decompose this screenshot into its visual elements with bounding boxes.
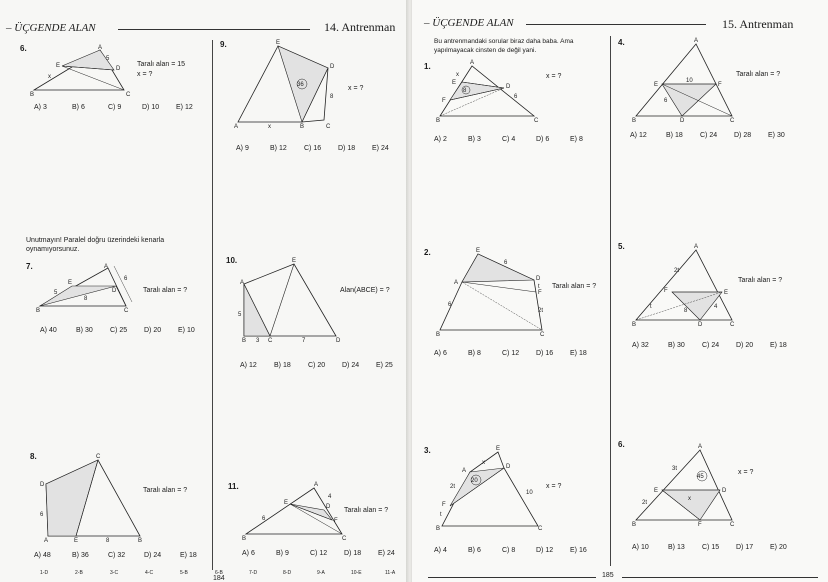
q6-prompt-1: Taralı alan = 15 <box>137 61 186 68</box>
answer-key: 7-D <box>249 570 258 576</box>
r6-label-f: F <box>698 522 702 528</box>
q11-label-e: E <box>284 500 289 506</box>
answer-key: 1-D <box>40 570 49 576</box>
r5-figure <box>632 244 736 328</box>
r4-choices <box>630 132 802 139</box>
r4-label-c: C <box>730 118 735 124</box>
choice[interactable]: C) 9 <box>108 104 122 111</box>
q8-label-6: 6 <box>40 512 44 518</box>
left-header-title: – ÜÇGENDE ALAN <box>6 22 96 34</box>
q9-label-8: 8 <box>330 94 334 100</box>
r3-label-f: F <box>442 502 446 508</box>
choice[interactable]: C) 4 <box>502 136 516 143</box>
r1-label-e: E <box>452 80 457 86</box>
q7-prompt: Taralı alan = ? <box>143 287 188 294</box>
r5-label-a: A <box>694 244 699 250</box>
q11-prompt: Taralı alan = ? <box>344 507 389 514</box>
left-header-rule <box>118 29 310 30</box>
q6-label-d: D <box>116 66 121 72</box>
q10-label-c: C <box>268 338 273 344</box>
r5-label-2t: 2t <box>674 268 680 274</box>
r1-choices <box>434 136 604 143</box>
q10-choices <box>240 362 410 369</box>
choice[interactable]: B) 30 <box>76 327 93 334</box>
r6-label-2t: 2t <box>642 500 648 506</box>
choice[interactable]: D) 17 <box>736 544 754 551</box>
q10-prompt: Alan(ABCE) = ? <box>340 287 390 294</box>
q8-label-b: B <box>138 538 143 544</box>
r5-prompt: Taralı alan = ? <box>738 277 783 284</box>
q9-label-x: x <box>268 124 271 130</box>
choice[interactable]: E) 24 <box>372 145 389 152</box>
note-line-1: Unutmayın! Paralel doğru üzerindeki kenarla <box>26 237 165 244</box>
r1-label-x: x <box>456 72 459 78</box>
q11-label-c: C <box>342 536 347 542</box>
right-header-label: 15. Antrenman <box>722 17 794 31</box>
left-column-divider <box>212 40 213 570</box>
answer-key: 9-A <box>317 570 325 576</box>
choice[interactable]: B) 18 <box>274 362 291 369</box>
q6-label-5: 5 <box>106 56 110 62</box>
q8-figure <box>40 454 146 544</box>
footer-rule-left <box>428 577 596 578</box>
r4-label-6: 6 <box>664 98 668 104</box>
choice[interactable]: D) 18 <box>344 550 362 557</box>
answer-key: 5-B <box>180 570 188 576</box>
r1-prompt: x = ? <box>546 73 562 80</box>
question-number: 1. <box>424 62 431 71</box>
choice[interactable]: A) 6 <box>242 550 255 557</box>
intro-line-1: Bu antrenmandaki sorular biraz daha baba. Ama <box>434 38 574 45</box>
r5-choices <box>632 342 804 349</box>
note-line-2: oynamıyorsunuz. <box>26 246 80 253</box>
r1-label-6: 6 <box>514 94 518 100</box>
r3-prompt: x = ? <box>546 483 562 490</box>
r2-label-t: t <box>538 284 540 290</box>
r4-label-e: E <box>654 82 659 88</box>
choice[interactable]: D) 6 <box>536 136 550 143</box>
r3-choices <box>434 547 604 554</box>
choice[interactable]: B) 18 <box>666 132 683 139</box>
choice[interactable]: E) 8 <box>570 136 583 143</box>
r3-label-e: E <box>496 446 501 452</box>
q6-label-x: x <box>48 74 51 80</box>
r6-label-d: D <box>722 488 727 494</box>
choice[interactable]: D) 28 <box>734 132 752 139</box>
r6-label-3t: 3t <box>672 466 678 472</box>
r3-label-x: x <box>482 460 485 466</box>
choice[interactable]: B) 6 <box>72 104 85 111</box>
choice[interactable]: B) 30 <box>668 342 685 349</box>
answer-key: 11-A <box>385 570 396 576</box>
choice[interactable]: A) 4 <box>434 547 447 554</box>
choice[interactable]: A) 2 <box>434 136 447 143</box>
r4-figure <box>632 38 736 124</box>
q7-label-a: A <box>104 264 109 270</box>
choice[interactable]: B) 6 <box>468 547 481 554</box>
r3-label-t: t <box>440 512 442 518</box>
q10-label-7: 7 <box>302 338 306 344</box>
q9-label-b: B <box>300 124 305 130</box>
choice[interactable]: A) 10 <box>632 544 649 551</box>
q6-label-c: C <box>126 92 131 98</box>
q8-label-d: D <box>40 482 45 488</box>
left-page-number: 184 <box>213 575 225 582</box>
choice[interactable]: C) 32 <box>108 552 126 559</box>
q9-prompt: x = ? <box>348 85 364 92</box>
choice[interactable]: A) 6 <box>434 350 447 357</box>
r4-prompt: Taralı alan = ? <box>736 71 781 78</box>
choice[interactable]: D) 24 <box>144 552 162 559</box>
q9-label-c: C <box>326 124 331 130</box>
choice[interactable]: B) 8 <box>468 350 481 357</box>
choice[interactable]: E) 25 <box>376 362 393 369</box>
question-number: 6. <box>20 44 27 53</box>
r4-label-f: F <box>718 82 722 88</box>
r5-label-t: t <box>650 304 652 310</box>
q11-figure <box>242 482 347 542</box>
q7-figure <box>36 264 140 314</box>
r6-label-e: E <box>654 488 659 494</box>
r2-label-e: E <box>476 248 481 254</box>
r3-label-a: A <box>462 468 467 474</box>
choice[interactable]: C) 12 <box>502 350 520 357</box>
choice[interactable]: B) 3 <box>468 136 481 143</box>
choice[interactable]: E) 18 <box>180 552 197 559</box>
q6-prompt-2: x = ? <box>137 71 153 78</box>
choice[interactable]: D) 24 <box>342 362 360 369</box>
right-header-rule <box>526 24 706 25</box>
choice[interactable]: C) 24 <box>700 132 718 139</box>
q8-label-8: 8 <box>106 538 110 544</box>
r2-label-6a: 6 <box>504 260 508 266</box>
r1-label-8: 8 <box>463 88 467 94</box>
r5-label-4: 4 <box>714 304 718 310</box>
r1-label-d: D <box>506 84 511 90</box>
r2-label-d: D <box>536 276 541 282</box>
q7-label-b: B <box>36 308 41 314</box>
q10-label-d: D <box>336 338 341 344</box>
answer-key: 10-E <box>351 570 362 576</box>
choice[interactable]: B) 12 <box>270 145 287 152</box>
choice[interactable]: A) 48 <box>34 552 51 559</box>
left-page <box>0 0 408 582</box>
q8-prompt: Taralı alan = ? <box>143 487 188 494</box>
r6-prompt: x = ? <box>738 469 754 476</box>
question-number: 9. <box>220 40 227 49</box>
question-number: 10. <box>226 256 238 265</box>
right-header-title: – ÜÇGENDE ALAN <box>424 17 514 29</box>
r2-prompt: Taralı alan = ? <box>552 283 597 290</box>
r1-figure <box>436 60 540 124</box>
choice[interactable]: E) 24 <box>378 550 395 557</box>
r2-label-b: B <box>436 332 441 338</box>
q7-label-c: C <box>124 308 129 314</box>
r5-label-b: B <box>632 322 637 328</box>
right-page-number: 185 <box>602 572 614 579</box>
r6-label-a: A <box>698 444 703 450</box>
r4-label-b: B <box>632 118 637 124</box>
r3-label-d: D <box>506 464 511 470</box>
q6-label-b: B <box>30 92 35 98</box>
q9-figure <box>234 40 338 130</box>
q10-label-e: E <box>292 258 297 264</box>
choice[interactable]: A) 32 <box>632 342 649 349</box>
r5-label-c: C <box>730 322 735 328</box>
choice[interactable]: D) 18 <box>338 145 356 152</box>
question-number: 2. <box>424 248 431 257</box>
choice[interactable]: B) 9 <box>276 550 289 557</box>
r5-label-f: F <box>664 288 668 294</box>
r5-label-8: 8 <box>684 308 688 314</box>
r1-label-f: F <box>442 98 446 104</box>
choice[interactable]: E) 18 <box>770 342 787 349</box>
q7-label-d: D <box>112 288 117 294</box>
q10-label-a: A <box>240 280 245 286</box>
q7-label-6: 6 <box>124 276 128 282</box>
r3-figure <box>436 446 552 536</box>
q8-label-e: E <box>74 538 79 544</box>
choice[interactable]: D) 10 <box>142 104 160 111</box>
left-header-label: 14. Antrenman <box>324 20 396 34</box>
r3-label-b: B <box>436 526 441 532</box>
r1-label-b: B <box>436 118 441 124</box>
q11-label-a: A <box>314 482 319 488</box>
q11-choices <box>242 550 412 557</box>
right-page <box>412 0 828 582</box>
q8-label-a: A <box>44 538 49 544</box>
q6-label-e: E <box>56 63 61 69</box>
question-number: 6. <box>618 440 625 449</box>
intro-line-2: yapılmayacak cinsten de değil yani. <box>434 47 537 54</box>
r1-label-a: A <box>470 60 475 66</box>
r6-label-45: 45 <box>697 474 704 480</box>
choice[interactable]: D) 20 <box>144 327 162 334</box>
r2-figure <box>436 248 550 338</box>
q7-choices <box>40 327 212 334</box>
r3-label-10: 10 <box>526 490 533 496</box>
q9-label-36: 36 <box>297 82 304 88</box>
r4-label-10: 10 <box>686 78 693 84</box>
r6-label-x: x <box>688 496 691 502</box>
choice[interactable]: D) 20 <box>736 342 754 349</box>
choice[interactable]: E) 20 <box>770 544 787 551</box>
q11-label-f: F <box>334 518 338 524</box>
choice[interactable]: E) 30 <box>768 132 785 139</box>
q11-label-6: 6 <box>262 516 266 522</box>
r3-label-2t: 2t <box>450 484 456 490</box>
answer-key: 2-B <box>75 570 83 576</box>
q7-label-e: E <box>68 280 73 286</box>
q8-label-c: C <box>96 454 101 460</box>
q11-label-b: B <box>242 536 247 542</box>
choice[interactable]: A) 12 <box>630 132 647 139</box>
r6-figure <box>632 444 736 530</box>
choice[interactable]: E) 10 <box>178 327 195 334</box>
choice[interactable]: E) 16 <box>570 547 587 554</box>
q6-figure <box>30 44 134 98</box>
footer-rule-right <box>622 577 818 578</box>
q10-label-b: B <box>242 338 247 344</box>
r6-label-b: B <box>632 522 637 528</box>
q10-label-3: 3 <box>256 338 260 344</box>
question-number: 11. <box>228 482 239 491</box>
q9-label-a: A <box>234 124 239 130</box>
q9-label-d: D <box>330 64 335 70</box>
choice[interactable]: A) 12 <box>240 362 257 369</box>
q8-choices <box>34 552 214 559</box>
r2-choices <box>434 350 604 357</box>
r6-choices <box>632 544 804 551</box>
answer-key: 4-C <box>145 570 154 576</box>
choice[interactable]: E) 18 <box>570 350 587 357</box>
choice[interactable]: B) 13 <box>668 544 685 551</box>
choice[interactable]: A) 3 <box>34 104 47 111</box>
r2-label-6b: 6 <box>448 302 452 308</box>
r3-label-c: C <box>538 526 543 532</box>
q7-label-8: 8 <box>84 296 88 302</box>
choice[interactable]: A) 40 <box>40 327 57 334</box>
q6-label-a: A <box>98 45 103 51</box>
r5-label-d: D <box>698 322 703 328</box>
q7-label-5: 5 <box>54 290 58 296</box>
choice[interactable]: C) 15 <box>702 544 720 551</box>
question-number: 7. <box>26 262 33 271</box>
r2-label-f: F <box>538 290 542 296</box>
r2-label-2t: 2t <box>538 308 544 314</box>
answer-key: 6-B <box>215 570 223 576</box>
r1-label-c: C <box>534 118 539 124</box>
q9-choices <box>236 145 406 152</box>
r6-label-c: C <box>730 522 735 528</box>
choice[interactable]: C) 8 <box>502 547 516 554</box>
choice[interactable]: A) 9 <box>236 145 249 152</box>
choice[interactable]: C) 12 <box>310 550 328 557</box>
choice[interactable]: C) 16 <box>304 145 322 152</box>
choice[interactable]: D) 12 <box>536 547 554 554</box>
right-column-divider <box>610 36 611 566</box>
q10-label-5: 5 <box>238 312 242 318</box>
answer-key: 3-C <box>110 570 119 576</box>
q6-choices <box>34 104 210 111</box>
r2-label-c: C <box>540 332 545 338</box>
question-number: 5. <box>618 242 625 251</box>
q11-label-4: 4 <box>328 494 332 500</box>
choice[interactable]: C) 25 <box>110 327 128 334</box>
choice[interactable]: C) 24 <box>702 342 720 349</box>
r4-label-a: A <box>694 38 699 44</box>
q11-label-d: D <box>326 504 331 510</box>
r4-label-d: D <box>680 118 685 124</box>
question-number: 8. <box>30 452 37 461</box>
r5-label-e: E <box>724 290 729 296</box>
q10-figure <box>238 258 344 344</box>
choice[interactable]: D) 16 <box>536 350 554 357</box>
question-number: 3. <box>424 446 431 455</box>
choice[interactable]: E) 12 <box>176 104 193 111</box>
answer-key: 8-D <box>283 570 292 576</box>
choice[interactable]: C) 20 <box>308 362 326 369</box>
question-number: 4. <box>618 38 625 47</box>
q9-label-e: E <box>276 40 281 46</box>
r2-label-a: A <box>454 280 459 286</box>
r3-label-20: 20 <box>471 478 478 484</box>
choice[interactable]: B) 36 <box>72 552 89 559</box>
